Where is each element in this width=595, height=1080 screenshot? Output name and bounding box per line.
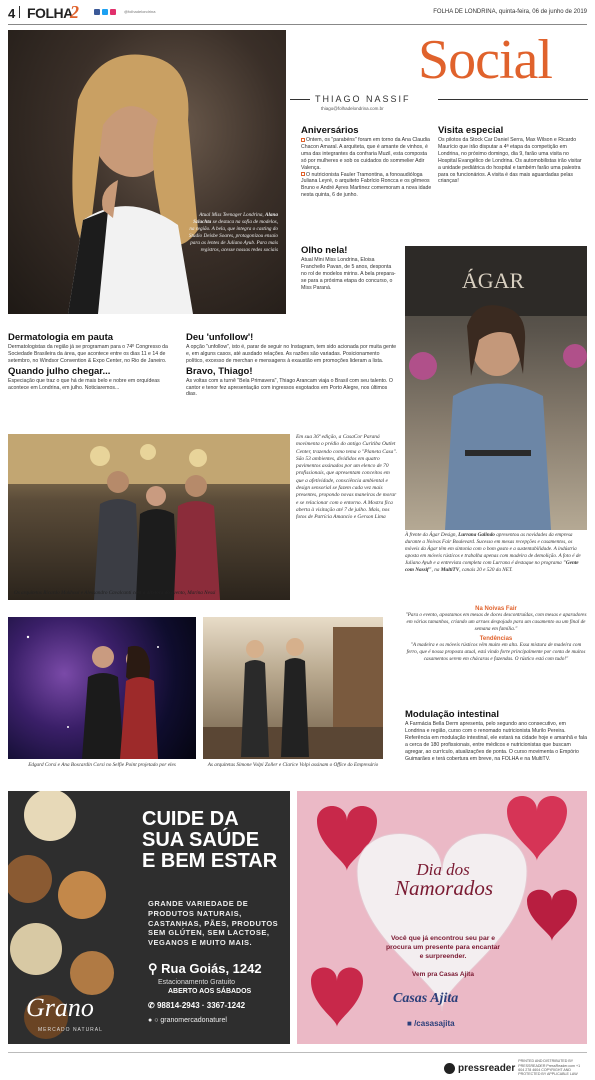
ad-phone: ✆ 98814-2943 · 3367-1242 — [148, 1001, 246, 1010]
group-illustration — [8, 434, 290, 600]
facebook-icon[interactable] — [94, 9, 100, 15]
couple-illustration — [8, 617, 196, 759]
location-pin-icon: ⚲ — [148, 961, 158, 976]
pressreader-brand: pressreader — [458, 1062, 516, 1074]
photo-office — [203, 617, 383, 759]
paragraph: Especiação que traz o que há de mais belo e nobre em orquídeas acontece em Londrina, em julho. Noticiaremos... — [8, 377, 160, 391]
svg-text:ÁGAR: ÁGAR — [461, 268, 525, 293]
agar-caption — [405, 532, 587, 574]
facebook-icon: ● — [148, 1017, 153, 1024]
section-number: 2 — [70, 2, 79, 22]
ad-casas-ajita[interactable] — [297, 791, 587, 1044]
section-title: Bravo, Thiago! — [186, 365, 253, 377]
ad-social: ■ /casasajita — [407, 1019, 455, 1028]
ad-text: Você que já encontrou seu par e procura um presente para encantar e surpreender. — [385, 935, 501, 960]
section-name: FOLHA — [27, 5, 73, 21]
instagram-icon[interactable] — [110, 9, 116, 15]
section-aniversarios — [301, 126, 432, 199]
section-unfollow — [186, 333, 398, 398]
pressreader-logo-icon — [444, 1063, 455, 1074]
facebook-icon: ■ — [407, 1019, 412, 1028]
paragraph: Dermatologistas da região já se programam para o 74º Congresso da Sociedade Brasileira da área, que acontece entre os dias 11 e 14 de setembro, no Windsor Convention & Expo Center, no Rio de Janeiro. — [8, 343, 168, 364]
ad-address: ⚲ Rua Goiás, 1242 — [148, 961, 262, 976]
ad-tagline: MERCADO NATURAL — [38, 1027, 103, 1033]
section-title: Quando julho chegar... — [8, 365, 111, 377]
rule — [438, 99, 588, 100]
paragraph: Ontem, os "parabéns" foram em torno da Ana Claudia Chacon Amaral. A arquiteta, que é amante de vinhos, é uma das integrantes da confraria Muzil, esta composta só por mulheres e sob os cuidados do sommelier Adir Valença. — [301, 136, 430, 171]
paragraph: As voltas com a turnê "Bela Primavera", Thiago Arancam viaja o Brasil com seu talento. O cantor e tenor fez apresentação com ingressos esgotados em Porto Alegre, nos últimos dias. — [186, 377, 393, 398]
photo-caption: Os arquitetos Ricardo Makhoul e Alessandro Cavalcanti com a diretora do evento, Marina Nessi — [14, 589, 216, 596]
photo-selfie-point — [8, 617, 196, 759]
photo-caption: As arquitetas Simone Volpi Zoller e Clarice Volpi assinam o Office do Empresário — [207, 762, 379, 768]
rule — [290, 99, 310, 100]
divider — [19, 6, 20, 18]
whatsapp-icon: ✆ — [148, 1001, 155, 1010]
header-rule — [8, 24, 587, 25]
section-modulacao — [405, 710, 587, 762]
photo-caption: Atual Miss Teenager Londrina, Alana Szlachta se destaca na sofia de modelos, na região. A bela, que integra o casting do Studio Deisbe Soares, protagonizou ensaio para as lentes de Juliano Ayub. Para mais registros, acesse nossas redes sociais — [188, 212, 278, 254]
social-handle: @folhadelondrina — [124, 9, 156, 14]
section-title: Na Noivas Fair — [475, 606, 517, 612]
paragraph: "A madeira e os móveis rústicos vêm muito em alta. Essa mistura de madeira com ferro, que é nossa proposta atual, está vindo forte principalmente por conta de muitos casamentos serem em chácaras e fazendas. O rústico está com tudo!" — [406, 642, 586, 663]
ad-social: ● ○ granomercadonaturel — [148, 1017, 227, 1024]
paragraph: Atual Mini Miss Londrina, Eloisa Franchello Pavan, de 5 anos, desponta no rol de modelos mirins. A bela prepara-se para a próxima etapa do concurso, o Miss Paraná. — [301, 256, 396, 291]
paragraph: O nutricionista Fauler Tramontina, a fonoaudióloga Juliana Leyré, o arquiteto Fabrício Roncca e os gêmeos Bruno e André Ayres Martinez comemoram a nova idade nesta quinta, 6 de junho. — [301, 171, 432, 199]
galaxy-caption — [8, 762, 196, 769]
section-visita — [438, 126, 585, 185]
ad-parking: Estacionamento Gratuito — [158, 979, 236, 986]
photo-caption: À frente da Ágar Design, Lurrana Galindo apresentou as novidades da empresa durante a Noivas Fair Boulevard. Sucesso em mesas recepções e casamentos, os móveis da Ágar têm em sintonia com o bom gosto e a sustentabilidade. A indústria aposta em móveis rústicos e trabalha apenas com madeira de demolição. A foto é de Juliano Ayub e a entrevista completa com Lurrana é destaque no programa "Gente com Nassif", na MultiTV, canais 20 e 520 da NET. — [405, 532, 581, 574]
section-title: Olho nela! — [301, 245, 348, 256]
event-side-text — [296, 434, 398, 522]
paragraph: Os pilotos da Stock Car Daniel Serra, Max Wilson e Ricardo Maurício que irão disputar a 4ª etapa da competição em Londrina, no próximo domingo, dia 9, farão uma visita no Hospital Evangélico de Londrina. Os automobilistas irão visitar a unidade pediátrica do hospital e também farão uma palestra para os funcionários. A visita é das mais aguardadas pelas crianças! — [438, 136, 582, 185]
photo-caption: Edgard Corsi e Ana Boscardin Corsi no Selfie Point projetado por eles — [28, 762, 176, 768]
section-title: Modulação intestinal — [405, 709, 499, 720]
social-icons — [94, 9, 116, 15]
column-title: Social — [418, 29, 552, 91]
checkbox-bullet-icon — [301, 172, 305, 176]
twitter-icon[interactable] — [102, 9, 108, 15]
instagram-icon: ○ — [154, 1017, 159, 1024]
section-olho — [301, 246, 398, 292]
pressreader-badge[interactable] — [444, 1059, 587, 1077]
checkbox-bullet-icon — [301, 138, 305, 142]
photo-alana — [8, 30, 286, 314]
section-title: Aniversários — [301, 125, 359, 136]
office-caption — [203, 762, 383, 769]
page-number: 4 — [8, 6, 16, 21]
portrait-illustration — [8, 30, 286, 314]
ad-brand: Casas Ajita — [393, 991, 459, 1006]
portrait-illustration — [405, 246, 587, 530]
paragraph: A opção "unfollow", isto é, parar de seguir no Instagram, tem sido acionada por muita gente e, em alguns casos, até ausdado relações. As razões são variadas. Posicionamento político, excesso de merchan e mensagens à exaustão em promoções lideram a lista. — [186, 343, 397, 364]
ad-saturdays: ABERTO AOS SÁBADOS — [168, 988, 252, 995]
office-illustration — [203, 617, 383, 759]
author-email[interactable]: thiago@folhadelondrina.com.br — [321, 106, 384, 111]
ad-grano[interactable] — [8, 791, 290, 1044]
section-noivas — [405, 606, 587, 663]
dateline: FOLHA DE LONDRINA, quinta-feira, 06 de junho de 2019 — [433, 9, 587, 15]
paragraph: Em sua 36ª edição, a CasaCor Paraná movimenta o prédio do antigo Curitiba Outlet Center, trazendo como tema o "Planeta Casa". São 53 ambientes, divididos em quatro pavimentos assinados por um elenco de 70 profissionais, que apresentam conceitos em que a afetividade, consciência ambiental e design sensorial se fazem cada vez mais presentes, propondo novas maneiras de morar e se relacionar com o entorno. A Mostra fica aberta à visitação até 7 de julho. Mais, nos fotos de Patrícia Amancio e Gerson Lima — [296, 434, 397, 521]
ad-brand: Grano — [26, 993, 94, 1022]
photo-casacor — [8, 434, 290, 600]
section-title: Tendências — [479, 636, 513, 643]
section-title: Dermatologia em pauta — [8, 332, 114, 343]
ad-headline: CUIDE DA SUA SAÚDE E BEM ESTAR — [142, 808, 278, 872]
author-name: THIAGO NASSIF — [315, 94, 411, 104]
section-title: Deu 'unfollow'! — [186, 332, 254, 343]
footer-rule — [8, 1052, 587, 1053]
paragraph: "Para o evento, apostamos em mesas de doces descontruídas, com mesas e aparadores em várias tamanhos, criando um arraes despojado para um casamento ou um final de semana em família." — [405, 612, 587, 633]
photo-lurrana — [405, 246, 587, 530]
section-title: Visita especial — [438, 125, 504, 136]
paragraph: A Farmácia Bella Derm apresenta, pelo segundo ano consecutivo, em Londrina e região, curso com o renomado nutricionista Murilo Pereira. Referência em modulação intestinal, ele estará na cidade hoje e amanhã e fala a cerca de 180 profissionais, entre médicos e nutricionistas que buscam agregar, ao currículo, atualizações de ponta. O curso movimenta o Empório Guimarães e terá cobertura em breve, na FOLHA e na MultiTV. — [405, 720, 587, 762]
pressreader-note: PRINTED AND DISTRIBUTED BY PRESSREADER PressReader.com +1 604 278 4604 COPYRIGHT AND PROTECTED BY APPLICABLE LAW — [518, 1059, 581, 1077]
section-dermatologia — [8, 333, 180, 391]
ad-cta[interactable]: Vem pra Casas Ajita — [412, 971, 474, 978]
ad-title: Dia dos Namorados — [395, 860, 494, 900]
ad-products: GRANDE VARIEDADE DE PRODUTOS NATURAIS, CASTANHAS, PÃES, PRODUTOS SEM GLÚTEN, SEM LACTOSE, VEGANOS E MUITO MAIS. — [148, 899, 279, 947]
